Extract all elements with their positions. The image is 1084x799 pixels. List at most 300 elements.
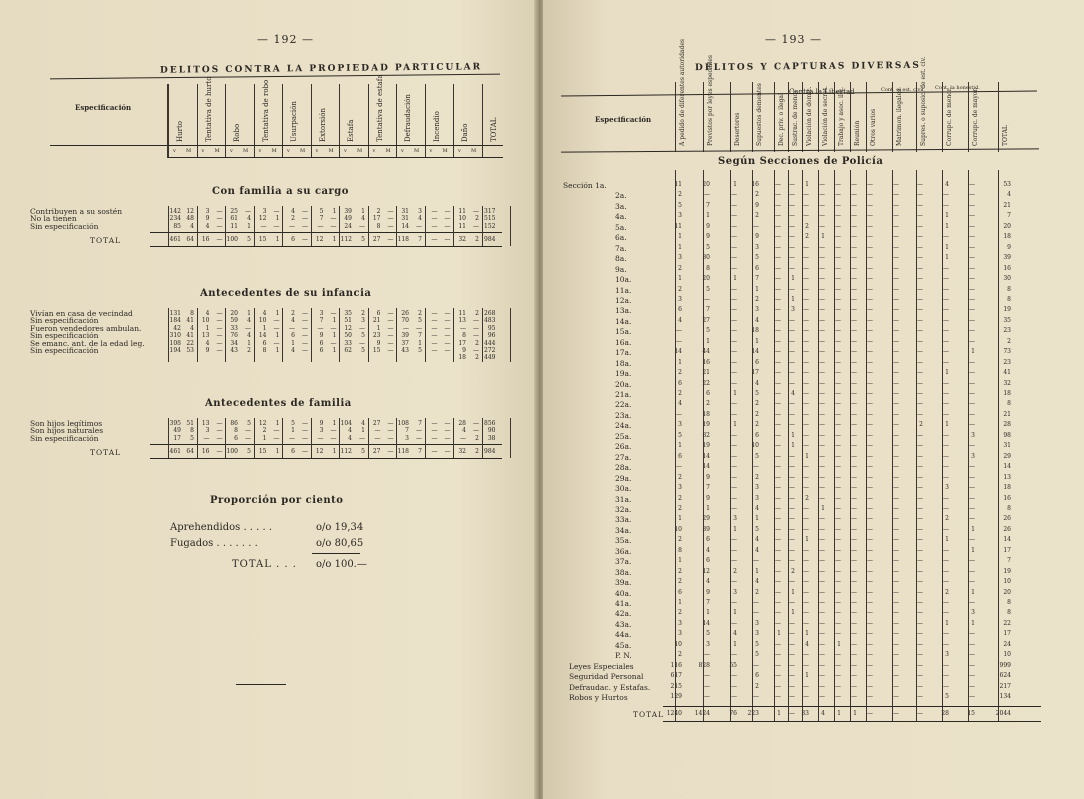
right-cell: 2 [733, 567, 737, 575]
right-cell: — [819, 410, 825, 418]
right-cell: — [969, 599, 975, 606]
right-cell: — [819, 693, 825, 701]
left-body-divider [254, 418, 255, 458]
left-cell: — [431, 222, 438, 230]
left-cell: — [330, 324, 337, 332]
right-cell: — [851, 609, 857, 617]
left-cell: — [431, 347, 438, 354]
left-cell: 234 [169, 215, 181, 223]
left-cell: 96 [487, 332, 496, 340]
left-body-divider [510, 418, 511, 458]
left-title-rule [50, 74, 500, 80]
right-cell: — [704, 682, 710, 690]
right-total-cell: 15 [967, 709, 975, 717]
right-col-divider [774, 82, 775, 152]
left-cell: 1 [291, 339, 295, 347]
left-cell: — [216, 222, 223, 230]
right-cell: — [803, 348, 809, 356]
right-cell: — [789, 410, 795, 418]
left-cell: 9 [376, 339, 381, 347]
right-cell: — [867, 473, 873, 481]
right-cell: — [917, 390, 923, 397]
right-cell: — [851, 661, 857, 669]
left-col-divider [168, 84, 169, 158]
right-cell: — [851, 295, 857, 303]
right-cell: 4 [791, 390, 795, 397]
right-table-row [543, 296, 1084, 306]
right-cell: — [731, 546, 737, 554]
right-col-header: Reunión [854, 120, 861, 146]
left-cell: 95 [487, 324, 496, 332]
left-sub-v: v [458, 148, 461, 154]
right-body-divider [998, 170, 999, 721]
left-cell: 33 [230, 324, 238, 332]
right-cell: — [851, 254, 857, 262]
right-cell: 16 [751, 181, 759, 188]
left-cell: 4 [247, 215, 251, 223]
left-cell: — [302, 339, 308, 347]
left-cell: — [330, 434, 337, 442]
right-cell: 30 [702, 254, 710, 262]
right-cell: 2 [755, 473, 759, 481]
right-cell: 1 [755, 567, 759, 575]
left-cell: 2 [376, 208, 381, 215]
right-cell: — [969, 327, 975, 335]
proportion-fugados-label: Fugados . . . . . . . [170, 538, 258, 549]
left-cell: — [403, 324, 409, 332]
right-cell: — [835, 222, 841, 230]
left-cell: 22 [186, 339, 194, 347]
right-cell: — [731, 557, 737, 565]
right-cell: 98 [1003, 431, 1011, 439]
left-total-cell: 6 [291, 236, 295, 244]
right-cell: — [835, 504, 841, 512]
right-cell: — [867, 337, 873, 345]
right-cell: — [731, 463, 737, 471]
right-cell: 1 [791, 295, 795, 303]
right-cell: — [851, 379, 857, 387]
left-total-cell: 32 [458, 448, 466, 456]
left-spec-header: Especificación [75, 103, 132, 112]
right-cell: — [819, 463, 825, 471]
right-cell: — [893, 651, 899, 659]
right-cell: 1 [777, 630, 781, 638]
right-cell: 14 [674, 348, 682, 356]
right-cell: — [775, 473, 781, 481]
right-cell: 22 [1003, 619, 1011, 627]
right-cell: — [775, 201, 781, 209]
right-cell: — [789, 473, 795, 481]
left-cell: — [473, 317, 479, 325]
right-cell: 2 [755, 400, 759, 408]
left-sub-m: M [243, 148, 249, 154]
right-cell: 16 [1003, 494, 1011, 502]
right-row-label: 9a. [615, 264, 627, 274]
right-cell: 1 [945, 254, 949, 262]
right-cell: — [803, 599, 809, 606]
right-cell: — [753, 557, 759, 565]
right-cell: — [851, 275, 857, 283]
left-cell: 9 [205, 215, 210, 223]
right-row-label: 15a. [615, 327, 632, 337]
right-cell: — [731, 191, 737, 199]
right-cell: — [753, 463, 759, 471]
right-cell: — [835, 233, 841, 241]
right-cell: 4 [678, 400, 682, 408]
right-cell: — [775, 390, 781, 397]
right-cell: — [731, 619, 737, 627]
left-sub-v: v [230, 148, 233, 154]
right-table-row [543, 463, 1084, 473]
right-cell: — [731, 379, 737, 387]
right-cell: — [917, 348, 923, 356]
right-cell: 4 [755, 379, 759, 387]
left-cell: 4 [291, 317, 295, 325]
right-row-label: 11a. [615, 285, 632, 295]
left-total-cell: 12 [315, 236, 324, 244]
right-cell: 8 [1007, 400, 1011, 408]
left-section-title: Antecedentes de su infancia [200, 288, 372, 299]
right-cell: — [893, 536, 899, 544]
left-cell: — [444, 332, 451, 340]
right-cell: — [835, 264, 841, 272]
right-col-header: TOTAL [1002, 125, 1009, 146]
left-cell: — [273, 208, 280, 215]
right-cell: — [917, 567, 923, 575]
right-cell: — [943, 452, 949, 460]
left-sub-m: M [300, 148, 306, 154]
left-cell: 28 [458, 420, 466, 427]
right-cell: — [917, 452, 923, 460]
right-cell: 217 [999, 682, 1011, 690]
right-cell: 2 [678, 473, 682, 481]
left-cell: — [387, 434, 394, 442]
right-body-divider [834, 170, 835, 721]
left-cell: 11 [458, 310, 466, 317]
right-total-cell: 33 [801, 709, 809, 717]
right-cell: — [867, 630, 873, 638]
right-cell: 1 [755, 285, 759, 293]
right-cell: 19 [1003, 306, 1011, 314]
left-cell: 2 [291, 215, 295, 223]
right-cell: — [851, 285, 857, 293]
right-cell: — [803, 557, 809, 565]
left-cell: 3 [319, 310, 324, 317]
left-cell: 62 [344, 347, 352, 354]
right-cell: — [943, 442, 949, 450]
right-cell: — [803, 410, 809, 418]
right-cell: — [969, 557, 975, 565]
right-cell: 7 [706, 484, 710, 492]
right-cell: — [943, 316, 949, 324]
left-cell: 11 [458, 222, 466, 230]
right-cell: — [819, 327, 825, 335]
left-cell: — [387, 347, 394, 354]
right-cell: 2 [755, 212, 759, 220]
left-total-cell: 5 [247, 236, 251, 244]
right-table-row [543, 327, 1084, 337]
left-body-divider [311, 206, 312, 246]
left-cell: 4 [247, 317, 251, 325]
right-cell: — [851, 452, 857, 460]
left-cell: — [302, 347, 308, 354]
right-cell: — [969, 316, 975, 324]
right-cell: — [835, 275, 841, 283]
right-cell: 2 [919, 421, 923, 429]
right-cell: — [775, 682, 781, 690]
right-cell: 1 [791, 442, 795, 450]
left-cell: — [330, 222, 337, 230]
right-cell: 5 [755, 640, 759, 648]
right-cell: 3 [945, 484, 949, 492]
right-cell: — [775, 285, 781, 293]
right-cell: 10 [1003, 578, 1011, 586]
right-cell: 5 [678, 201, 682, 209]
right-cell: 2 [678, 504, 682, 512]
left-cell: 104 [340, 420, 352, 427]
right-cell: — [731, 243, 737, 251]
right-col-header: Sustrac. de menor [792, 90, 799, 146]
right-cell: — [867, 191, 873, 199]
left-row-label: Sin especificación [30, 433, 99, 443]
left-total-cell: 64 [186, 236, 194, 244]
right-cell: 1 [971, 588, 975, 596]
left-cell: 4 [247, 332, 251, 340]
left-cell: 61 [230, 215, 238, 223]
right-row-label: 24a. [615, 421, 632, 431]
left-total-cell: 118 [397, 448, 409, 456]
right-cell: 11 [674, 222, 682, 230]
left-cell: 1 [332, 420, 337, 427]
right-cell: — [851, 316, 857, 324]
right-cell: 8 [706, 264, 710, 272]
right-cell: — [943, 390, 949, 397]
left-cell: 24 [344, 222, 352, 230]
left-sub-m: M [328, 148, 334, 154]
right-cell: — [893, 285, 899, 293]
left-total-cell: 461 [169, 236, 181, 244]
left-total-cell: 984 [484, 448, 496, 456]
right-cell: 1 [821, 233, 825, 241]
right-cell: 19 [702, 442, 710, 450]
right-cell: 3 [971, 609, 975, 617]
right-cell: 2 [755, 295, 759, 303]
left-cell: 8 [262, 347, 267, 354]
right-cell: — [775, 557, 781, 565]
right-subtitle: Según Secciones de Policía [718, 156, 884, 167]
left-cell: — [387, 215, 394, 223]
right-cell: — [893, 400, 899, 408]
left-cell: 3 [361, 317, 365, 325]
right-row-label: 29a. [615, 473, 632, 483]
right-cell: — [851, 222, 857, 230]
right-cell: — [819, 619, 825, 627]
right-cell: — [803, 525, 809, 533]
right-cell: — [789, 463, 795, 471]
right-cell: — [867, 504, 873, 512]
left-cell: 6 [319, 339, 324, 347]
right-cell: — [851, 693, 857, 701]
right-cell: 1 [678, 557, 682, 565]
left-cell: — [260, 222, 267, 230]
left-cell: 3 [319, 427, 324, 435]
right-cell: — [803, 254, 809, 262]
left-cell: 4 [190, 222, 194, 230]
right-cell: — [819, 640, 825, 648]
left-cell: 27 [372, 420, 381, 427]
left-cell: — [460, 434, 466, 442]
right-cell: — [893, 431, 899, 439]
right-cell: — [775, 191, 781, 199]
left-total-cell: 2 [475, 448, 479, 456]
right-cell: — [943, 640, 949, 648]
right-cell: — [867, 306, 873, 314]
left-cell: 9 [319, 332, 324, 340]
left-col-divider [197, 84, 198, 158]
left-cell: 51 [186, 420, 194, 427]
right-cell: — [943, 233, 949, 241]
left-cell: — [359, 339, 365, 347]
right-cell: — [969, 181, 975, 188]
right-cell: — [789, 222, 795, 230]
right-cell: 2 [755, 682, 759, 690]
right-cell: — [835, 181, 841, 188]
right-cell: — [893, 630, 899, 638]
right-cell: — [969, 410, 975, 418]
right-cell: — [893, 442, 899, 450]
left-total-cell: 112 [340, 236, 352, 244]
right-cell: — [819, 546, 825, 554]
right-cell: — [775, 504, 781, 512]
right-cell: — [835, 536, 841, 544]
right-cell: — [819, 452, 825, 460]
right-cell: — [867, 452, 873, 460]
right-cell: 1 [837, 640, 841, 648]
left-cell: — [387, 208, 394, 215]
right-table-row [543, 620, 1084, 630]
right-cell: 2 [755, 410, 759, 418]
left-cell: — [416, 434, 422, 442]
right-cell: 29 [702, 515, 710, 523]
right-cell: — [789, 682, 795, 690]
left-cell: 2 [475, 434, 479, 442]
right-cell: — [789, 191, 795, 199]
right-cell: 3 [678, 295, 682, 303]
right-cell: — [835, 693, 841, 701]
left-subheader-rule [168, 157, 503, 158]
left-body-divider [396, 308, 397, 362]
right-cell: — [917, 316, 923, 324]
right-cell: 31 [1003, 442, 1011, 450]
right-cell: — [819, 358, 825, 366]
left-col-divider [425, 84, 426, 158]
right-cell: 14 [751, 348, 759, 356]
right-cell: 1 [755, 515, 759, 523]
right-cell: 4 [755, 316, 759, 324]
left-body-divider [254, 308, 255, 362]
right-cell: — [731, 337, 737, 345]
right-cell: — [819, 682, 825, 690]
right-cell: — [893, 410, 899, 418]
right-spec-header: Especificación [595, 115, 652, 124]
right-table-row [543, 432, 1084, 442]
right-cell: — [917, 515, 923, 523]
right-cell: — [803, 275, 809, 283]
right-cell: — [835, 682, 841, 690]
left-sub-m: M [385, 148, 391, 154]
right-cell: — [704, 693, 710, 701]
right-table-row [543, 202, 1084, 212]
proportion-total-value: o/o 100.— [316, 559, 367, 570]
left-cell: — [203, 434, 210, 442]
right-total-row [543, 710, 1084, 720]
right-cell: 2 [678, 264, 682, 272]
left-cell: — [387, 427, 394, 435]
right-cell: 1 [706, 337, 710, 345]
right-cell: — [851, 473, 857, 481]
right-cell: — [969, 682, 975, 690]
right-cell: — [819, 588, 825, 596]
left-cell: 1 [361, 427, 365, 435]
left-body-divider [453, 308, 454, 362]
left-cell: 1 [275, 420, 280, 427]
right-col-header: Otros varios [870, 108, 877, 146]
left-total-cell: 1 [332, 448, 337, 456]
right-cell: 7 [755, 275, 759, 283]
right-total-cell: 1424 [694, 709, 710, 717]
left-cell: — [416, 324, 422, 332]
left-cell: 13 [201, 420, 210, 427]
right-cell: — [835, 578, 841, 586]
left-cell: — [374, 434, 381, 442]
right-cell: 9 [706, 494, 710, 502]
right-cell: — [867, 567, 873, 575]
right-cell: 53 [1003, 181, 1011, 188]
right-body-divider [818, 170, 819, 721]
right-cell: — [867, 275, 873, 283]
right-cell: — [819, 201, 825, 209]
right-cell: — [917, 619, 923, 627]
right-cell: 14 [1003, 536, 1011, 544]
right-cell: — [835, 431, 841, 439]
left-cell: 444 [484, 339, 496, 347]
left-cell: 856 [484, 420, 496, 427]
right-cell: 18 [702, 410, 710, 418]
left-cell: 3 [418, 208, 422, 215]
right-body-divider [850, 170, 851, 721]
right-cell: 2 [678, 390, 682, 397]
left-cell: 25 [230, 208, 238, 215]
left-cell: 7 [319, 317, 324, 325]
right-cell: — [893, 661, 899, 669]
right-col-header: A pedido de diferentes autoridades [679, 39, 686, 146]
right-cell: 16 [702, 358, 710, 366]
right-body-divider [866, 170, 867, 721]
right-cell: — [893, 546, 899, 554]
right-cell: — [803, 400, 809, 408]
right-cell: — [819, 494, 825, 502]
right-cell: 1 [678, 599, 682, 606]
right-cell: — [867, 201, 873, 209]
left-row-label: Sin especificación [30, 331, 99, 341]
right-cell: 18 [1003, 233, 1011, 241]
right-row-label: 4a. [615, 212, 627, 222]
left-cell: — [216, 339, 223, 347]
right-cell: — [917, 651, 923, 659]
left-col-divider [339, 84, 340, 158]
left-col-header: Hurto [176, 121, 184, 142]
left-cell: 8 [462, 332, 466, 340]
